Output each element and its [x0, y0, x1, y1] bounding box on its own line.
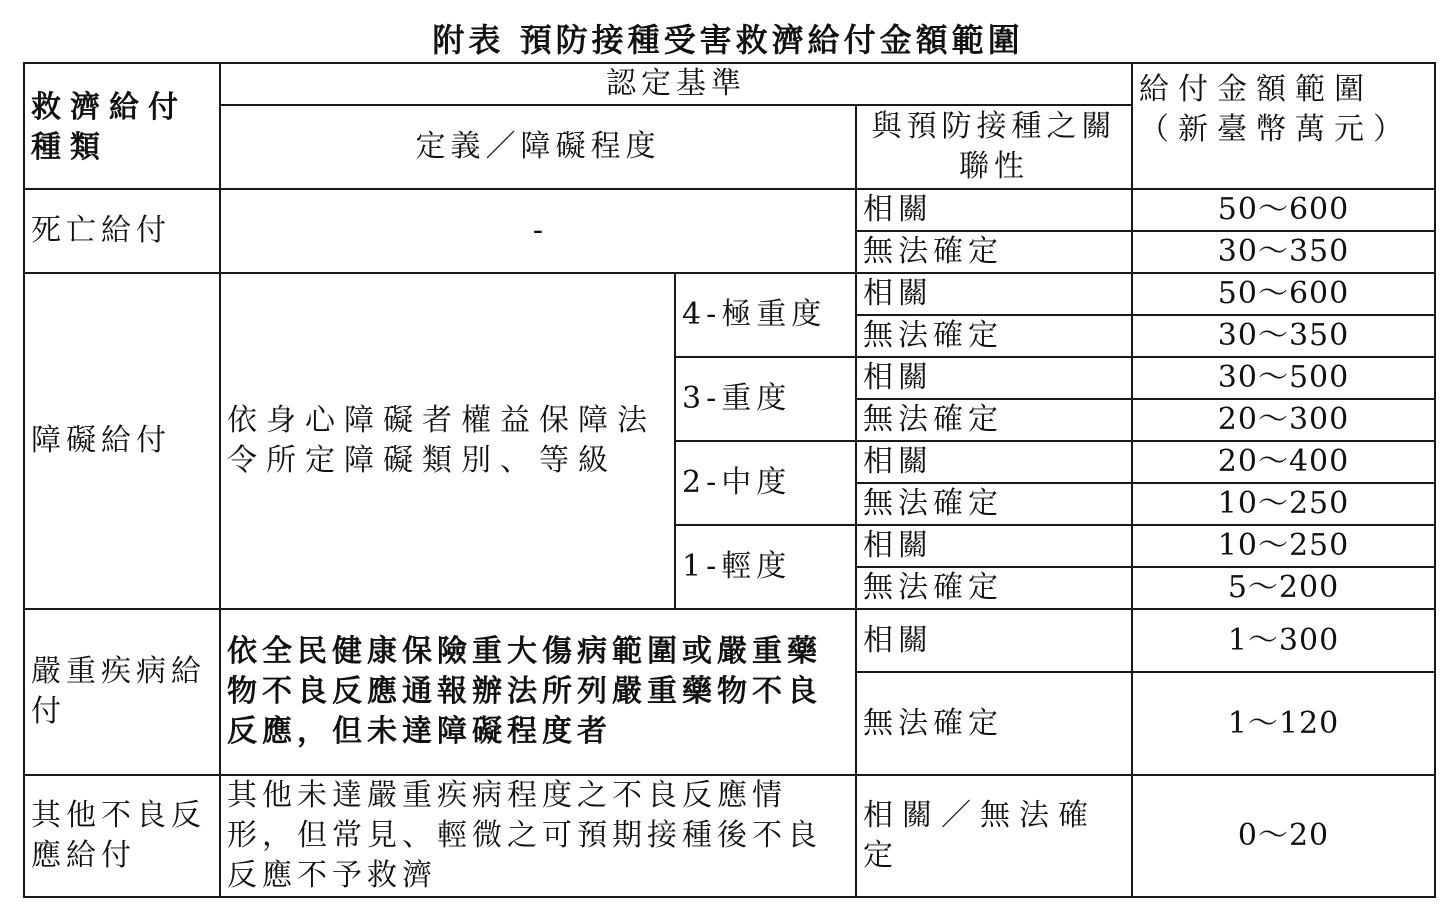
disability-definition: 依身心障礙者權益保障法令所定障礙類別、等級 — [220, 273, 675, 609]
disability-level-1: 1-輕度 — [675, 525, 856, 609]
table-row — [24, 189, 1435, 231]
severe-type: 嚴重疾病給付 — [24, 609, 220, 775]
header-criteria: 認定基準 — [220, 63, 1132, 105]
severe-definition: 依全民健康保險重大傷病範圍或嚴重藥物不良反應通報辦法所列嚴重藥物不良反應，但未達障礙程度者 — [220, 609, 856, 775]
header-relation: 與預防接種之關聯性 — [856, 105, 1132, 189]
disability-level-4-relation-2: 無法確定 — [856, 315, 1132, 357]
header-amount: 給付金額範圍（新臺幣萬元） — [1132, 63, 1435, 189]
disability-level-3-amount-2: 20～300 — [1132, 399, 1435, 441]
disability-level-1-amount-2: 5～200 — [1132, 567, 1435, 609]
disability-level-3-relation-2: 無法確定 — [856, 399, 1132, 441]
page-title: 附表 預防接種受害救濟給付金額範圍 — [432, 21, 1024, 59]
death-relation-1: 相關 — [856, 189, 1132, 231]
table-row — [24, 609, 1435, 672]
death-amount-2: 30～350 — [1132, 231, 1435, 273]
disability-level-1-relation-2: 無法確定 — [856, 567, 1132, 609]
relief-payment-table — [23, 62, 1436, 898]
disability-level-2-amount-1: 20～400 — [1132, 441, 1435, 483]
disability-level-4-amount-2: 30～350 — [1132, 315, 1435, 357]
other-relation: 相關／無法確定 — [856, 775, 1132, 897]
disability-level-3-relation-1: 相關 — [856, 357, 1132, 399]
header-type: 救濟給付種類 — [24, 63, 220, 189]
disability-level-4: 4-極重度 — [675, 273, 856, 357]
disability-level-2: 2-中度 — [675, 441, 856, 525]
disability-level-1-relation-1: 相關 — [856, 525, 1132, 567]
other-type: 其他不良反應給付 — [24, 775, 220, 897]
death-relation-2: 無法確定 — [856, 231, 1132, 273]
other-amount: 0～20 — [1132, 775, 1435, 897]
disability-level-3-amount-1: 30～500 — [1132, 357, 1435, 399]
death-definition: - — [220, 189, 856, 273]
severe-amount-1: 1～300 — [1132, 609, 1435, 672]
table-row — [24, 273, 1435, 315]
disability-level-2-amount-2: 10～250 — [1132, 483, 1435, 525]
severe-relation-1: 相關 — [856, 609, 1132, 672]
disability-level-2-relation-2: 無法確定 — [856, 483, 1132, 525]
disability-level-3: 3-重度 — [675, 357, 856, 441]
table-row — [24, 775, 1435, 897]
death-amount-1: 50～600 — [1132, 189, 1435, 231]
header-definition: 定義／障礙程度 — [220, 105, 856, 189]
other-definition: 其他未達嚴重疾病程度之不良反應情形，但常見、輕微之可預期接種後不良反應不予救濟 — [220, 775, 856, 897]
disability-level-4-amount-1: 50～600 — [1132, 273, 1435, 315]
severe-amount-2: 1～120 — [1132, 672, 1435, 775]
disability-type: 障礙給付 — [24, 273, 220, 609]
disability-level-4-relation-1: 相關 — [856, 273, 1132, 315]
disability-level-2-relation-1: 相關 — [856, 441, 1132, 483]
disability-level-1-amount-1: 10～250 — [1132, 525, 1435, 567]
death-type: 死亡給付 — [24, 189, 220, 273]
severe-relation-2: 無法確定 — [856, 672, 1132, 775]
